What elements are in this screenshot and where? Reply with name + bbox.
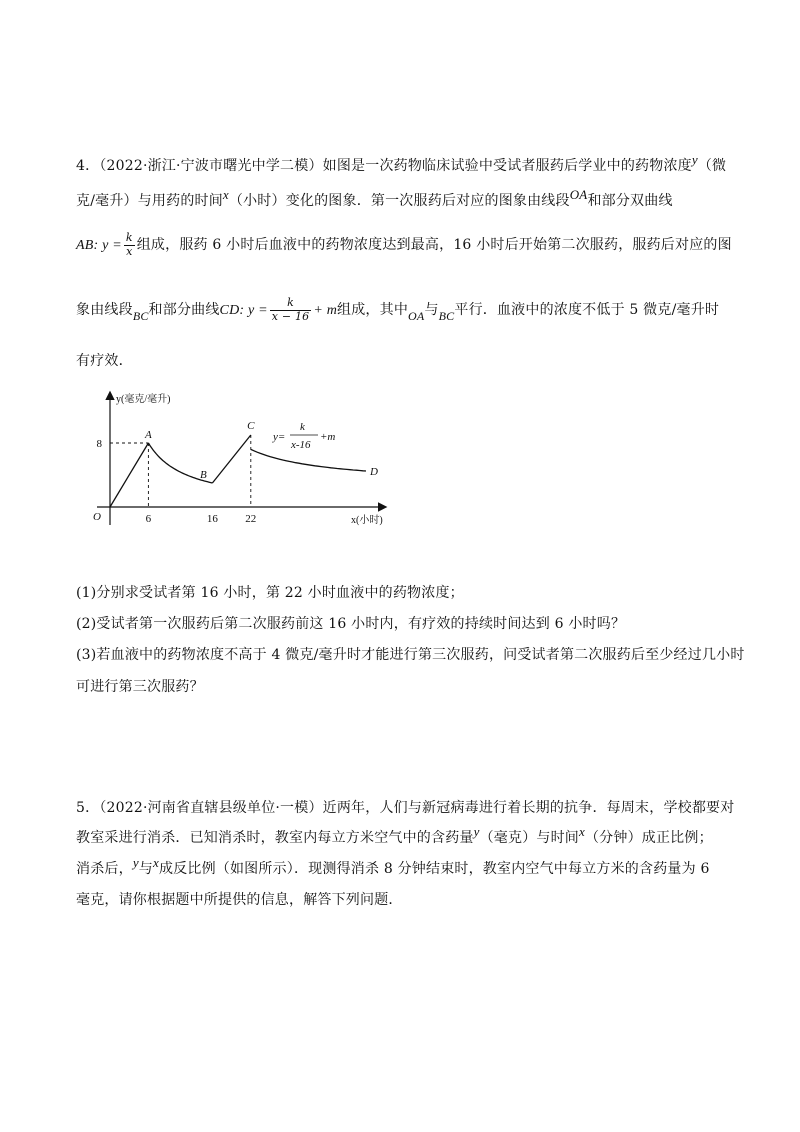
origin-label: O [93, 511, 101, 523]
p5-var-y-2: y [132, 855, 139, 870]
p5-line-4 [76, 889, 403, 909]
p4-line-5 [76, 350, 133, 370]
question-2-text: (2)受试者第一次服药后第二次服药前这 16 小时内，有疗效的持续时间达到 6 小时吗？ [76, 616, 626, 632]
p4-text-4e: 平行．血液中的浓度不低于 5 微克/毫升时 [454, 302, 720, 319]
curve-equation-label [272, 421, 335, 451]
p4-seg-bc: BC [132, 309, 149, 324]
p4-seg-bc-2: BC [438, 309, 455, 324]
question-2 [76, 613, 625, 633]
question-1 [76, 582, 464, 602]
p5-text-1: 近两年，人们与新冠病毒进行着长期的抗争．每周末，学校都要对 [322, 800, 735, 816]
p5-line-3 [76, 855, 710, 878]
curve-cd [251, 449, 366, 471]
curve-eq-y: y= [273, 431, 286, 443]
p4-text-5: 有疗效． [76, 353, 133, 369]
question-3-text-a: (3)若血液中的药物浓度不高于 4 微克/毫升时才能进行第三次服药，问受试者第二次服药后至少经过几小时 [76, 647, 745, 663]
p5-text-2a: 教室采进行消杀．已知消杀时，教室内每立方米空气中的含药量 [76, 830, 474, 846]
p5-var-x-2: x [153, 855, 159, 870]
x-tick-6: 6 [145, 513, 152, 525]
question-3-text-b: 可进行第三次服药？ [76, 679, 204, 695]
p4-text-2a: 克/毫升）与用药的时间 [76, 193, 223, 209]
p5-text-3b: 与 [138, 861, 153, 877]
question-1-text: (1)分别求受试者第 16 小时，第 22 小时血液中的药物浓度； [76, 585, 464, 601]
p5-text-3c: 成反比例（如图所示）．现测得消杀 8 分钟结束时，教室内空气中每立方米的含药量为 6 [158, 861, 710, 877]
p4-var-x: x [222, 187, 229, 202]
p4-seg-oa-2: OA [408, 309, 425, 324]
curve-eq-num: k [300, 421, 305, 433]
p4-text-1a: 如图是一次药物临床试验中受试者服药后学业中的药物浓度 [322, 158, 692, 174]
p4-text-1b: （微 [697, 158, 727, 174]
p5-text-4: 毫克，请你根据题中所提供的信息，解答下列问题． [76, 892, 403, 908]
p5-text-2c: （分钟）成正比例； [584, 830, 713, 846]
p4-number: 4． [76, 158, 100, 174]
p5-line-2 [76, 824, 713, 847]
p4-line-2 [76, 187, 673, 210]
p5-text-2b: （毫克）与时间 [479, 830, 579, 846]
x-tick-16: 16 [206, 513, 218, 525]
p5-line-1 [76, 797, 734, 817]
concentration-graph [75, 385, 395, 535]
point-label-d: D [370, 466, 378, 478]
p4-fraction-cd-den: x − 16 [271, 309, 310, 323]
p5-text-3a: 消杀后， [76, 861, 133, 877]
p4-text-2c: 和部分双曲线 [587, 193, 673, 209]
segment-oa [110, 443, 148, 507]
p5-var-y: y [473, 824, 480, 839]
p4-cd-eq: : y = [239, 303, 268, 319]
p4-text-4b: 和部分曲线 [148, 302, 220, 319]
question-3 [76, 644, 745, 664]
p4-cd-tail: + m [313, 303, 338, 319]
p5-source: （2022·河南省直辖县级单位·一模） [99, 800, 323, 816]
p4-fraction-den: x [126, 244, 133, 258]
x-tick-22: 22 [245, 513, 257, 525]
p4-fraction-cd [270, 297, 312, 323]
p4-var-y: y [691, 152, 698, 167]
p4-fraction-cd-num: k [270, 297, 312, 311]
segment-bc [212, 435, 250, 483]
p5-number: 5． [76, 800, 100, 816]
p4-seg-oa: OA [569, 187, 588, 202]
p4-line-4 [76, 297, 719, 323]
p5-var-x: x [579, 824, 585, 839]
p4-text-4c: 组成，其中 [337, 302, 409, 319]
p4-ab-label: AB [76, 238, 94, 254]
p4-ab-eq: : y = [93, 238, 122, 254]
p4-line-3 [76, 232, 732, 258]
p4-text-2b: （小时）变化的图象．第一次服药后对应的图象由线段 [228, 193, 570, 209]
p4-line-1 [76, 152, 727, 175]
p4-text-4d: 与 [424, 302, 439, 319]
point-label-b: B [200, 469, 207, 481]
p4-fraction-ab [124, 232, 135, 258]
curve-eq-den: x-16 [291, 439, 311, 451]
point-label-a: A [145, 429, 152, 441]
y-tick-8: 8 [96, 438, 102, 450]
p4-text-3b: 组成，服药 6 小时后血液中的药物浓度达到最高，16 小时后开始第二次服药，服药后对应的图 [136, 237, 732, 254]
p4-cd-label: CD [219, 303, 240, 319]
p4-text-4a: 象由线段 [76, 302, 133, 319]
point-label-c: C [247, 420, 255, 432]
p4-fraction-num: k [125, 231, 133, 244]
y-axis-label: y(毫克/毫升) [116, 394, 171, 405]
curve-eq-tail: +m [320, 431, 336, 443]
question-3-cont [76, 676, 204, 696]
x-axis-label: x(小时) [351, 515, 383, 526]
p4-source: （2022·浙江·宁波市曙光中学二模） [99, 158, 323, 174]
